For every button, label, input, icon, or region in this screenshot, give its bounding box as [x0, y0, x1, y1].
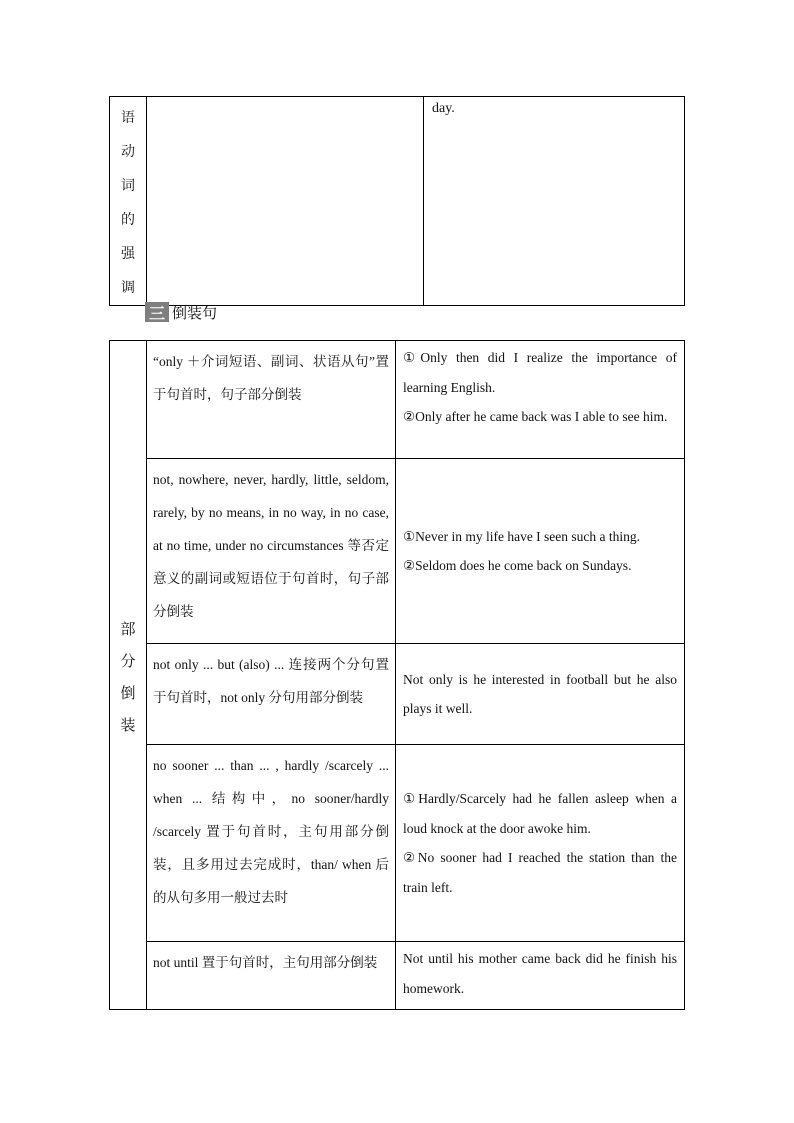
- rule-cell: not, nowhere, never, hardly, little, seldom, rarely, by no means, in no way, in no case, at no time, under no circumstances 等否定意义的副词或短语位于句首时，句子部分倒装: [147, 459, 396, 644]
- emphasis-example-text: day.: [432, 101, 455, 116]
- example-sentence: ②No sooner had I reached the station than the train left.: [403, 850, 677, 895]
- section-title: 倒装句: [172, 303, 218, 322]
- label-char: 调: [121, 280, 135, 296]
- emphasis-table: [109, 96, 685, 306]
- section-heading: [145, 301, 217, 323]
- rule-cell: “only ＋介词短语、副词、状语从句”置于句首时，句子部分倒装: [147, 341, 396, 459]
- rule-cell: not until 置于句首时，主句用部分倒装: [147, 942, 396, 1010]
- label-char: 词: [121, 178, 135, 194]
- inversion-table: [109, 340, 685, 1010]
- inversion-label-cell: [110, 341, 147, 1010]
- rule-cell: not only ... but (also) ... 连接两个分句置于句首时，not only 分句用部分倒装: [147, 644, 396, 745]
- example-cell: [396, 341, 685, 459]
- label-char: 语: [121, 110, 135, 126]
- label-char: 强: [121, 246, 135, 262]
- example-cell: [396, 459, 685, 644]
- label-char: 装: [120, 716, 136, 734]
- example-cell: [396, 644, 685, 745]
- emphasis-example-cell: [424, 97, 685, 306]
- rule-cell: no sooner ... than ... , hardly /scarcely ... when ... 结构中，no sooner/hardly /scarcely 置于句首时，主句用部分倒装，且多用过去完成时，than/ when 后的从句多用一般过去时: [147, 745, 396, 942]
- label-char: 部: [120, 620, 136, 638]
- label-char: 分: [120, 652, 136, 670]
- emphasis-label-cell: [110, 97, 147, 306]
- emphasis-rule-cell: [147, 97, 424, 306]
- example-sentence: Not only is he interested in football but he also plays it well.: [403, 671, 677, 716]
- label-char: 倒: [120, 684, 136, 702]
- section-number-badge: 三: [145, 302, 169, 322]
- example-cell: [396, 942, 685, 1010]
- example-sentence: ②Only after he came back was I able to see him.: [403, 409, 668, 424]
- example-sentence: ①Never in my life have I seen such a thing.: [403, 528, 641, 544]
- example-sentence: ②Seldom does he come back on Sundays.: [403, 558, 632, 573]
- label-char: 的: [121, 212, 135, 228]
- example-sentence: ①Only then did I realize the importance of learning English.: [403, 350, 677, 395]
- example-sentence: Not until his mother came back did he finish his homework.: [403, 951, 677, 996]
- label-char: 动: [121, 144, 135, 160]
- example-cell: [396, 745, 685, 942]
- example-sentence: ①Hardly/Scarcely had he fallen asleep when a loud knock at the door awoke him.: [403, 791, 677, 836]
